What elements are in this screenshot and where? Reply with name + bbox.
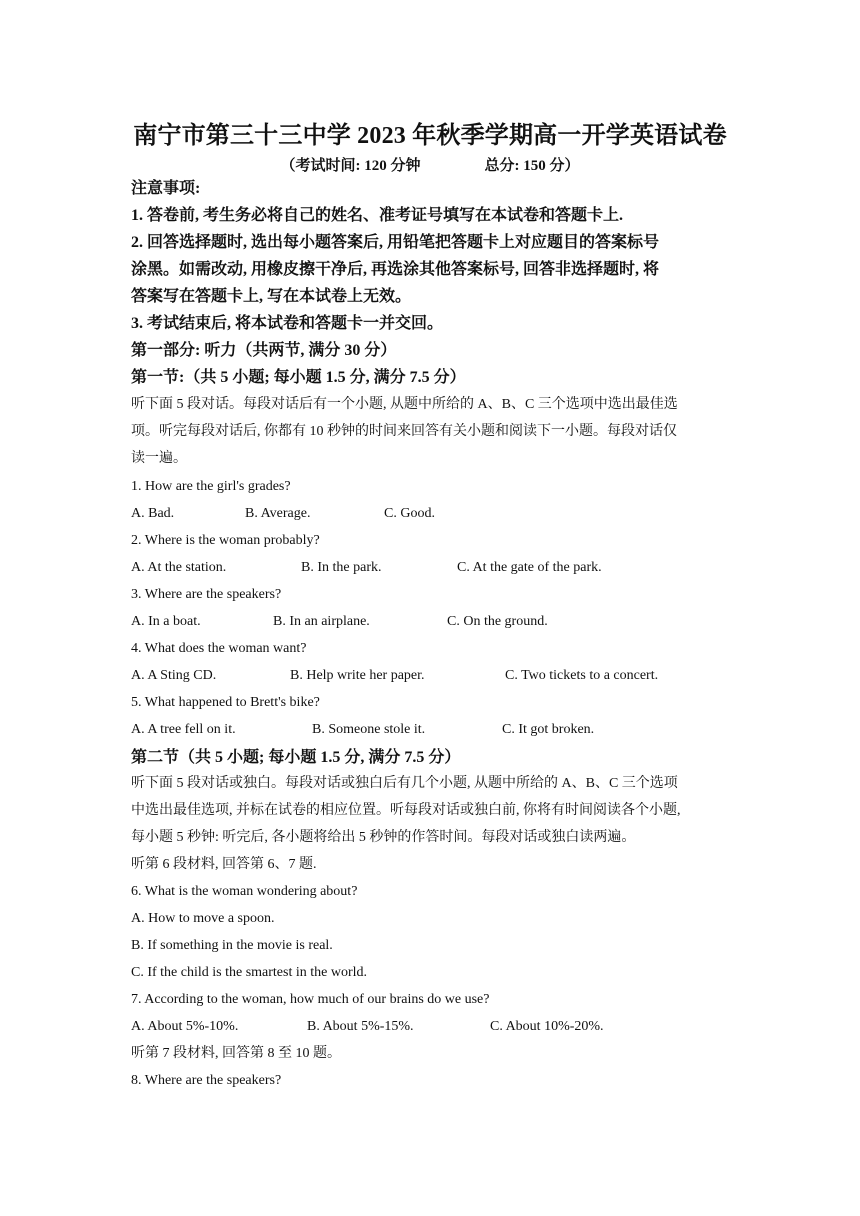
exam-time: （考试时间: 120 分钟 [280,158,421,174]
option-c: C. On the ground. [447,614,548,629]
option-b: B. Average. [245,506,311,521]
question-3: 3. Where are the speakers? [131,587,282,602]
material-6-note: 听第 6 段材料, 回答第 6、7 题. [131,857,317,872]
option-a: A. At the station. [131,560,227,575]
question-1: 1. How are the girl's grades? [131,479,291,494]
notes-line: 答案写在答题卡上, 写在本试卷上无效。 [131,288,412,305]
option-b: B. In an airplane. [273,614,370,629]
section2-heading: 第二节（共 5 小题; 每小题 1.5 分, 满分 7.5 分） [131,749,461,766]
question-6-option-a: A. How to move a spoon. [131,911,275,926]
option-b: B. In the park. [301,560,382,575]
question-8: 8. Where are the speakers? [131,1073,282,1088]
option-a: A. A Sting CD. [131,668,217,683]
section1-heading: 第一节:（共 5 小题; 每小题 1.5 分, 满分 7.5 分） [131,369,466,386]
option-b: B. Someone stole it. [312,722,426,737]
exam-score: 总分: 150 分） [484,158,580,174]
option-c: C. About 10%-20%. [490,1019,604,1034]
part1-heading: 第一部分: 听力（共两节, 满分 30 分） [131,342,397,359]
section1-instructions: 项。听完每段对话后, 你都有 10 秒钟的时间来回答有关小题和阅读下一小题。每段对话仅 [131,424,677,439]
option-a: A. A tree fell on it. [131,722,236,737]
question-6-option-b: B. If something in the movie is real. [131,938,333,953]
option-c: C. Good. [384,506,435,521]
option-b: B. Help write her paper. [290,668,425,683]
option-a: A. About 5%-10%. [131,1019,239,1034]
section2-instructions: 中选出最佳选项, 并标在试卷的相应位置。听每段对话或独白前, 你将有时间阅读各个小题, [131,803,681,818]
material-7-note: 听第 7 段材料, 回答第 8 至 10 题。 [131,1046,341,1061]
question-2: 2. Where is the woman probably? [131,533,320,548]
notes-line: 3. 考试结束后, 将本试卷和答题卡一并交回。 [131,315,444,332]
notes-heading: 注意事项: [131,180,201,197]
notes-line: 2. 回答选择题时, 选出每小题答案后, 用铅笔把答题卡上对应题目的答案标号 [131,234,660,251]
question-5: 5. What happened to Brett's bike? [131,695,320,710]
section2-instructions: 听下面 5 段对话或独白。每段对话或独白后有几个小题, 从题中所给的 A、B、C 三个选项 [131,776,678,791]
question-4: 4. What does the woman want? [131,641,307,656]
option-c: C. At the gate of the park. [457,560,602,575]
question-7: 7. According to the woman, how much of our brains do we use? [131,992,490,1007]
option-a: A. In a boat. [131,614,201,629]
exam-subtitle [0,154,860,175]
option-c: C. It got broken. [502,722,595,737]
notes-line: 涂黑。如需改动, 用橡皮擦干净后, 再选涂其他答案标号, 回答非选择题时, 将 [131,261,660,278]
question-6-option-c: C. If the child is the smartest in the world. [131,965,368,980]
option-a: A. Bad. [131,506,175,521]
section1-instructions: 听下面 5 段对话。每段对话后有一个小题, 从题中所给的 A、B、C 三个选项中选出最佳选 [131,397,678,412]
option-b: B. About 5%-15%. [307,1019,414,1034]
question-6: 6. What is the woman wondering about? [131,884,358,899]
exam-title: 南宁市第三十三中学 2023 年秋季学期高一开学英语试卷 [133,123,727,149]
option-c: C. Two tickets to a concert. [505,668,659,683]
notes-line: 1. 答卷前, 考生务必将自己的姓名、准考证号填写在本试卷和答题卡上. [131,207,624,224]
section2-instructions: 每小题 5 秒钟: 听完后, 各小题将给出 5 秒钟的作答时间。每段对话或独白读两遍。 [131,830,636,845]
section1-instructions: 读一遍。 [131,451,187,466]
